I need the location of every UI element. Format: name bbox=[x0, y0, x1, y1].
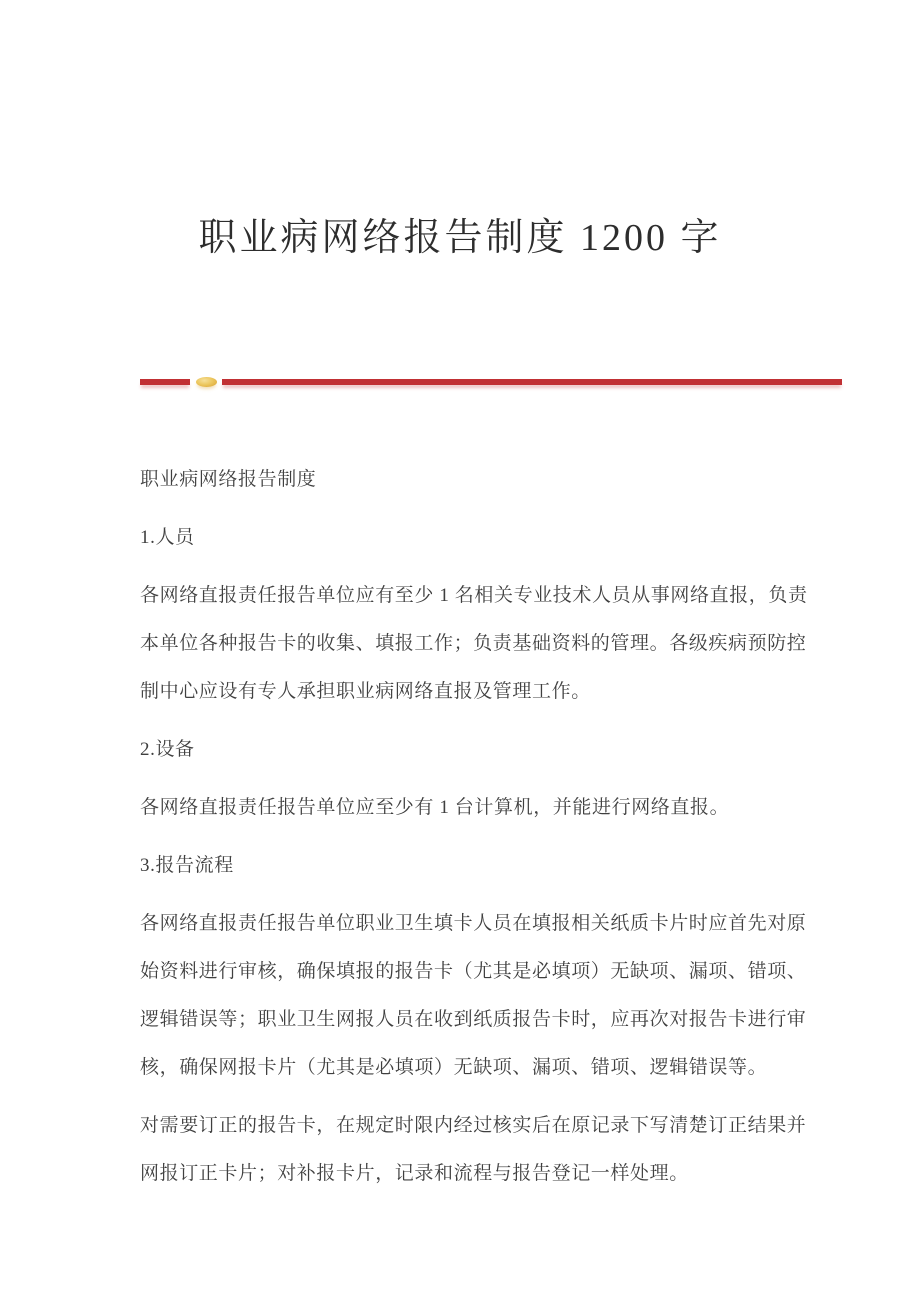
paragraph bbox=[140, 842, 830, 890]
paragraph bbox=[140, 572, 830, 716]
text-line: 本单位各种报告卡的收集、填报工作；负责基础资料的管理。各级疾病预防控 bbox=[140, 633, 807, 654]
text-line: 核，确保网报卡片（尤其是必填项）无缺项、漏项、错项、逻辑错误等。 bbox=[140, 1057, 768, 1078]
paragraph bbox=[140, 456, 830, 504]
paragraph bbox=[140, 1102, 830, 1198]
divider-line bbox=[222, 379, 842, 385]
text-line: 各网络直报责任报告单位职业卫生填卡人员在填报相关纸质卡片时应首先对原 bbox=[140, 913, 807, 934]
text-line: 1.人员 bbox=[140, 527, 195, 548]
text-line: 始资料进行审核，确保填报的报告卡（尤其是必填项）无缺项、漏项、错项、 bbox=[140, 961, 807, 982]
text-line: 各网络直报责任报告单位应有至少 1 名相关专业技术人员从事网络直报，负责 bbox=[140, 585, 808, 606]
paragraph bbox=[140, 514, 830, 562]
text-line: 3.报告流程 bbox=[140, 855, 234, 876]
text-line: 制中心应设有专人承担职业病网络直报及管理工作。 bbox=[140, 681, 591, 702]
paragraph bbox=[140, 726, 830, 774]
text-line: 职业病网络报告制度 bbox=[140, 469, 317, 490]
paragraph bbox=[140, 900, 830, 1092]
text-line: 网报订正卡片；对补报卡片，记录和流程与报告登记一样处理。 bbox=[140, 1163, 689, 1184]
title-divider bbox=[140, 379, 842, 391]
divider-segment-left bbox=[140, 379, 190, 385]
text-line: 各网络直报责任报告单位应至少有 1 台计算机，并能进行网络直报。 bbox=[140, 797, 730, 818]
divider-ellipse-ornament bbox=[196, 377, 217, 387]
text-line: 逻辑错误等；职业卫生网报人员在收到纸质报告卡时，应再次对报告卡进行审 bbox=[140, 1009, 807, 1030]
text-line: 对需要订正的报告卡，在规定时限内经过核实后在原记录下写清楚订正结果并 bbox=[140, 1115, 807, 1136]
document-title: 职业病网络报告制度 1200 字 bbox=[198, 217, 722, 259]
text-line: 2.设备 bbox=[140, 739, 195, 760]
paragraph bbox=[140, 784, 830, 832]
document-body bbox=[140, 456, 830, 1208]
